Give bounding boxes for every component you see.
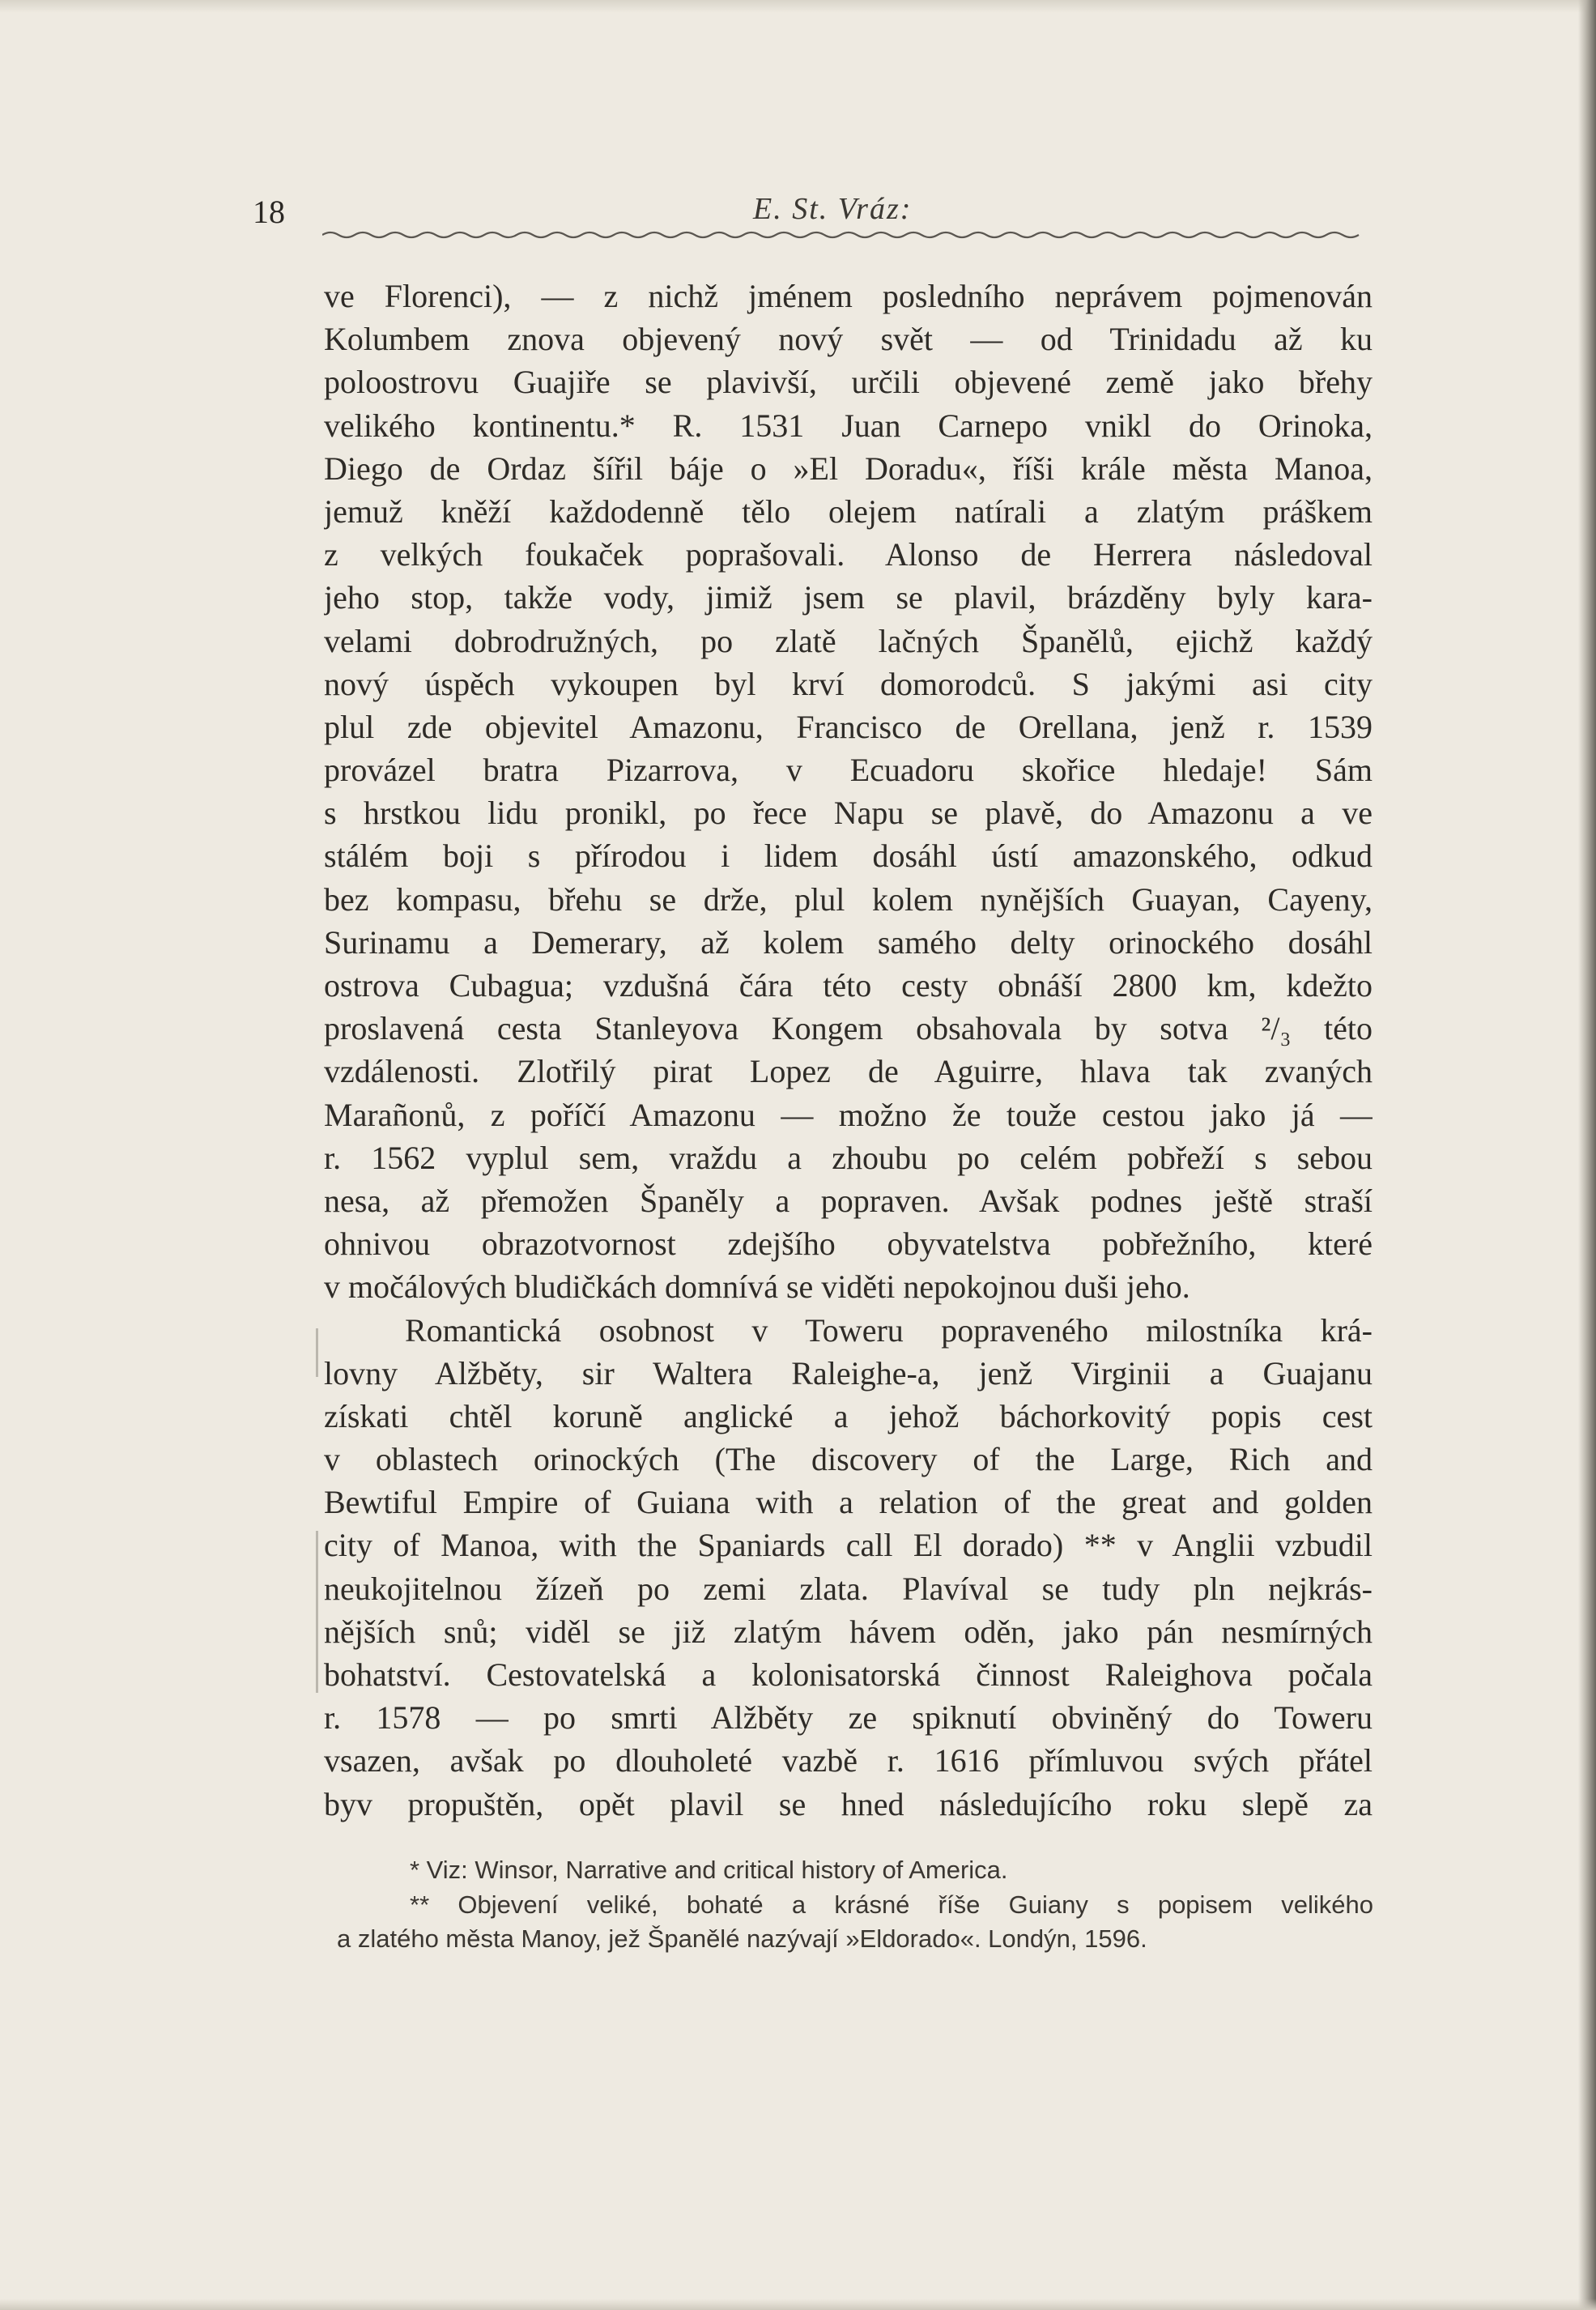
text-line: neukojitelnou žízeň po zemi zlata. Plavíval se tudy pln nejkrás- [324,1570,1373,1607]
text-line: nesa, až přemožen Španěly a popraven. Avšak podnes ještě straší [324,1182,1373,1219]
margin-pencil-mark [316,1531,318,1693]
text-line: s hrstkou lidu pronikl, po řece Napu se plavě, do Amazonu a ve [324,795,1373,832]
text-line: v oblastech orinockých (The discovery of the Large, Rich and [324,1441,1373,1478]
text-line: bez kompasu, břehu se drže, plul kolem nynějších Guayan, Cayeny, [324,880,1373,918]
footnotes [337,1853,1373,1957]
text-line: získati chtěl koruně anglické a jehož báchorkovitý popis cest [324,1397,1373,1434]
text-line: Kolumbem znova objevený nový svět — od Trinidadu až ku [324,321,1373,358]
text-line: vzdálenosti. Zlotřilý pirat Lopez de Aguirre, hlava tak zvaných [324,1053,1373,1090]
text-line: bohatství. Cestovatelská a kolonisatorská činnost Raleighova počala [324,1656,1373,1693]
text-line: stálém boji s přírodou i lidem dosáhl ústí amazonského, odkud [324,837,1373,875]
footnote-1: * Viz: Winsor, Narrative and critical history of America. [410,1856,1008,1884]
text-line: jeho stop, takže vody, jimiž jsem se plavil, brázděny byly kara- [324,579,1373,616]
text-line: nějších snů; viděl se již zlatým hávem oděn, jako pán nesmírných [324,1613,1373,1650]
page-edge-top [0,0,1596,13]
text-line: lovny Alžběty, sir Waltera Raleighe-a, jenž Virginii a Guajanu [324,1354,1373,1392]
text-line: ohnivou obrazotvornost zdejšího obyvatelstva pobřežního, které [324,1225,1373,1263]
text-line: v močálových bludičkách domnívá se viděti nepokojnou duši jeho. [324,1268,1190,1306]
text-line: velami dobrodružných, po zlatě lačných Španělů, ejichž každý [324,622,1373,659]
text-line: ve Florenci), — z nichž jménem posledního neprávem pojmenován [324,278,1373,314]
wavy-header-rule [322,228,1365,241]
text-line: nový úspěch vykoupen byl krví domorodců. S jakými asi city [324,665,1373,702]
footnote-2-continued: a zlatého města Manoy, jež Španělé nazývají »Eldorado«. Londýn, 1596. [337,1924,1147,1953]
text-line: city of Manoa, with the Spaniards call El dorado) ** v Anglii vzbudil [324,1527,1373,1564]
text-line: byv propuštěn, opět plavil se hned následujícího roku slepě za [324,1785,1373,1822]
text-line: proslavená cesta Stanleyova Kongem obsahovala by sotva ²/₃ této [324,1010,1373,1047]
page-edge-bottom [0,2299,1596,2310]
text-line: velikého kontinentu.* R. 1531 Juan Carnepo vnikl do Orinoka, [324,407,1373,444]
text-line: z velkých foukaček poprašovali. Alonso de Herrera následoval [324,536,1373,573]
body-text [324,275,1373,1826]
margin-pencil-mark [316,1328,318,1377]
text-line: poloostrovu Guajiře se plavivší, určili objevené země jako břehy [324,364,1373,401]
text-line: Diego de Ordaz šířil báje o »El Doradu«, říši krále města Manoa, [324,450,1373,487]
page-number: 18 [253,194,285,230]
text-line: r. 1578 — po smrti Alžběty ze spiknutí obviněný do Toweru [324,1699,1373,1737]
text-line: jemuž kněží každodenně tělo olejem natírali a zlatým práškem [324,492,1373,530]
text-line: r. 1562 vyplul sem, vraždu a zhoubu po celém pobřeží s sebou [324,1139,1373,1176]
page-edge-right [1578,0,1596,2310]
text-line: Surinamu a Demerary, až kolem samého delty orinockého dosáhl [324,923,1373,961]
text-line: vsazen, avšak po dlouholeté vazbě r. 1616 přímluvou svých přátel [324,1742,1373,1779]
text-line: plul zde objevitel Amazonu, Francisco de Orellana, jenž r. 1539 [324,708,1373,745]
text-line: ostrova Cubagua; vzdušná čára této cesty obnáší 2800 km, kdežto [324,967,1373,1004]
text-line: provázel bratra Pizarrova, v Ecuadoru skořice hledaje! Sám [324,752,1373,789]
text-line: Bewtiful Empire of Guiana with a relation of the great and golden [324,1484,1373,1521]
text-line: Romantická osobnost v Toweru popraveného milostníka krá- [405,1311,1373,1349]
running-head: E. St. Vráz: [753,192,913,226]
footnote-2: ** Objevení veliké, bohaté a krásné říše Guiany s popisem velikého [410,1890,1373,1919]
text-line: Marañonů, z poříčí Amazonu — možno že touže cestou jako já — [324,1096,1373,1133]
